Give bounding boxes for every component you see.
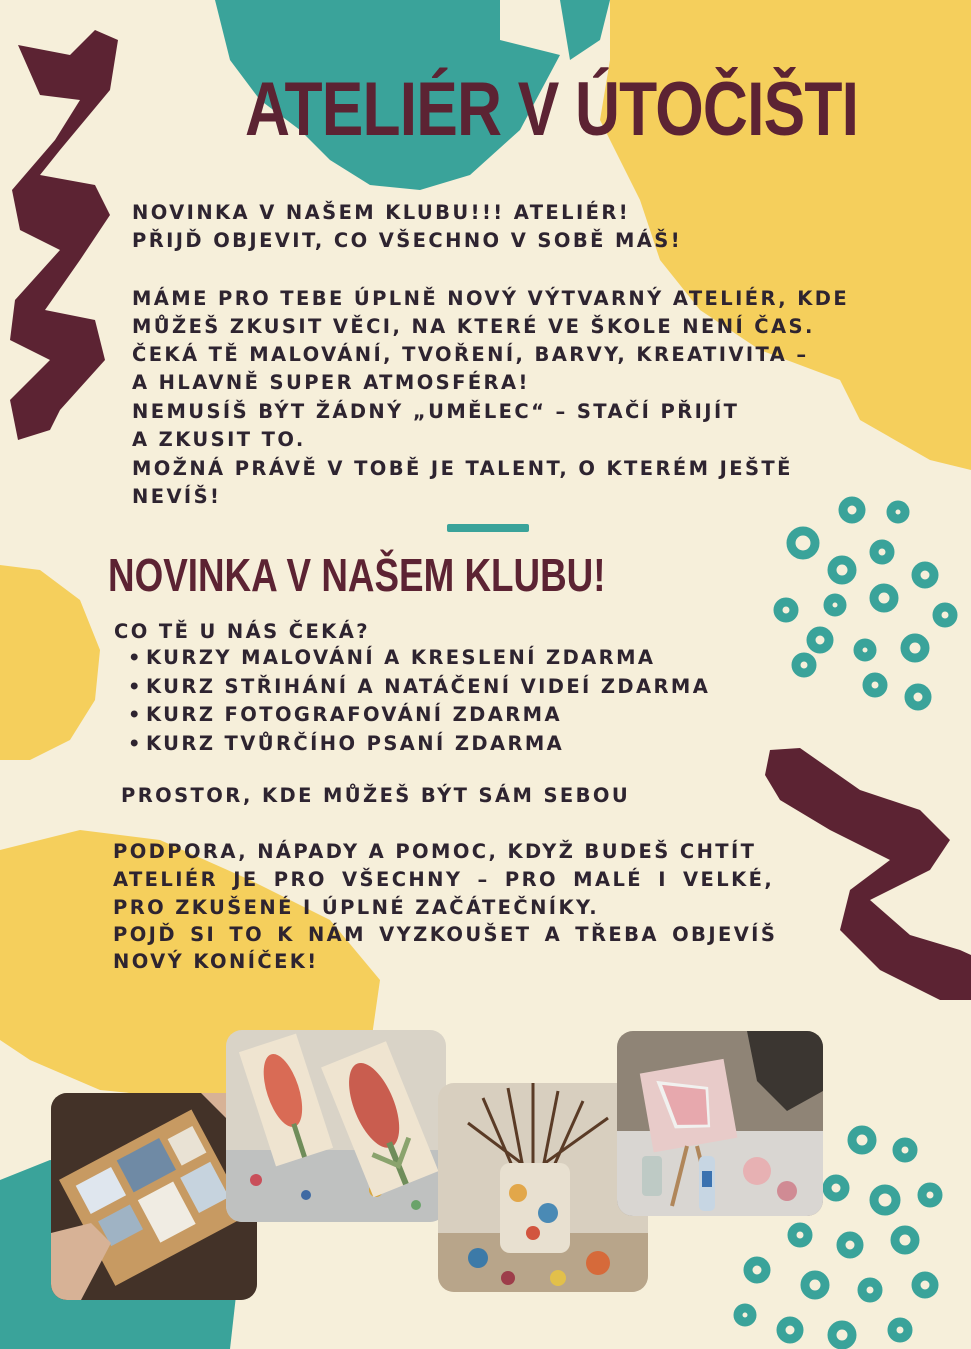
intro-line: NOVINKA V NAŠEM KLUBU!!! ATELIÉR!	[132, 201, 631, 224]
description-line: A ZKUSIT TO.	[132, 428, 306, 451]
photo-easel-table	[617, 1031, 823, 1216]
easel-photo-icon	[617, 1031, 823, 1216]
photo-painted-canvases	[226, 1030, 446, 1222]
section-heading: NOVINKA V NAŠEM KLUBU!	[108, 549, 606, 601]
poster-title: ATELIÉR V ÚTOČIŠTI	[245, 67, 859, 152]
offer-list	[128, 644, 710, 758]
description-line: NEMUSÍŠ BÝT ŽÁDNÝ „UMĚLEC“ – STAČÍ PŘIJÍT	[132, 400, 740, 423]
space-line: PROSTOR, KDE MŮŽEŠ BÝT SÁM SEBOU	[121, 784, 631, 807]
intro-line: PŘIJĎ OBJEVIT, CO VŠECHNO V SOBĚ MÁŠ!	[132, 229, 683, 252]
closing-line: POJĎ SI TO K NÁM VYZKOUŠET A TŘEBA OBJEVÍŠ	[113, 923, 778, 946]
description-line: MÁME PRO TEBE ÚPLNĚ NOVÝ VÝTVARNÝ ATELIÉR, KDE	[132, 287, 850, 310]
list-item: • KURZY MALOVÁNÍ A KRESLENÍ ZDARMA	[128, 644, 710, 673]
divider-bar	[447, 524, 529, 532]
closing-line: NOVÝ KONÍČEK!	[113, 950, 319, 973]
description-line: MOŽNÁ PRÁVĚ V TOBĚ JE TALENT, O KTERÉM JEŠTĚ	[132, 457, 793, 480]
maroon-zigzag-right	[765, 748, 971, 1000]
closing-line: PRO ZKUŠENÉ I ÚPLNÉ ZAČÁTEČNÍKY.	[113, 896, 600, 919]
closing-line: ATELIÉR JE PRO VŠECHNY – PRO MALÉ I VELKÉ,	[113, 868, 775, 891]
offer-intro: CO TĚ U NÁS ČEKÁ?	[114, 620, 370, 643]
description-line: MŮŽEŠ ZKUSIT VĚCI, NA KTERÉ VE ŠKOLE NENÍ ČAS.	[132, 315, 815, 338]
list-item: • KURZ TVŮRČÍHO PSANÍ ZDARMA	[128, 730, 710, 759]
yellow-brush-left	[0, 565, 100, 760]
list-item: • KURZ FOTOGRAFOVÁNÍ ZDARMA	[128, 701, 710, 730]
description-line: ČEKÁ TĚ MALOVÁNÍ, TVOŘENÍ, BARVY, KREATIVITA –	[132, 343, 809, 366]
painted-canvas-photo-icon	[226, 1030, 446, 1222]
closing-line: PODPORA, NÁPADY A POMOC, KDYŽ BUDEŠ CHTÍT	[113, 840, 757, 863]
teal-dots-right	[778, 501, 953, 706]
list-item: • KURZ STŘIHÁNÍ A NATÁČENÍ VIDEÍ ZDARMA	[128, 673, 710, 702]
description-line: NEVÍŠ!	[132, 485, 222, 508]
description-line: A HLAVNĚ SUPER ATMOSFÉRA!	[132, 371, 530, 394]
maroon-zigzag-left	[10, 30, 118, 440]
